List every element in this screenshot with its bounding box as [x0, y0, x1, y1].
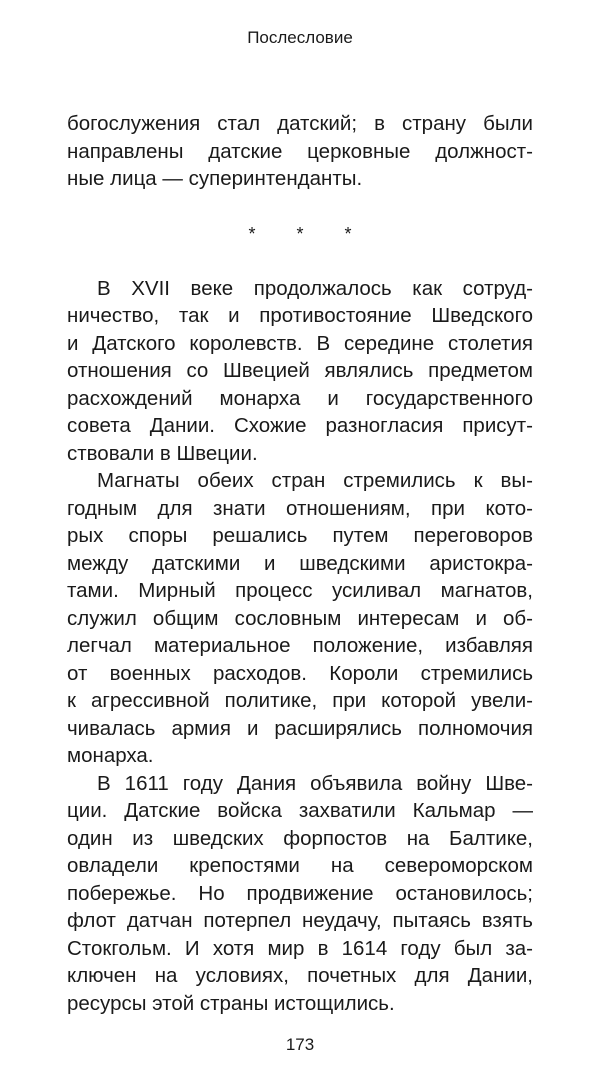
text-line: ничество, так и противостояние Шведского	[67, 304, 533, 327]
section-separator: * * *	[248, 223, 370, 244]
text-line: легчал материальное положение, избавляя	[67, 634, 533, 657]
text-line: направлены датские церковные должност-	[67, 139, 533, 163]
paragraph	[67, 770, 533, 1018]
running-header: Послесловие	[247, 28, 353, 47]
text-line: побережье. Но продвижение остановилось;	[67, 881, 533, 905]
text-line: расхождений монарха и государственного	[67, 386, 533, 410]
page-body	[67, 110, 533, 1017]
text-line: ствовали в Швеции.	[67, 441, 258, 465]
text-line: отношения со Швецией являлись предметом	[67, 359, 533, 382]
text-line: совета Дании. Схожие разногласия присут-	[67, 414, 533, 437]
text-line: один из шведских форпостов на Балтике,	[67, 826, 533, 850]
text-line: Стокгольм. И хотя мир в 1614 году был за-	[67, 936, 533, 960]
text-line: богослужения стал датский; в страну были	[67, 112, 533, 135]
text-line: В XVII веке продолжалось как сотруд-	[97, 276, 533, 300]
text-line: тами. Мирный процесс усиливал магнатов,	[67, 579, 533, 602]
text-line: от военных расходов. Короли стремились	[67, 661, 533, 685]
text-line: монарха.	[67, 744, 154, 767]
text-line: В 1611 году Дания объявила войну Шве-	[97, 771, 533, 795]
text-line: овладели крепостями на североморском	[67, 854, 533, 877]
text-line: служил общим сословным интересам и об-	[67, 606, 533, 630]
text-line: рых споры решались путем переговоров	[67, 524, 533, 547]
text-line: годным для знати отношениям, при кото-	[67, 496, 533, 520]
text-line: ресурсы этой страны истощились.	[67, 991, 395, 1015]
text-line: ции. Датские войска захватили Кальмар —	[67, 799, 533, 822]
text-line: и Датского королевств. В середине столетия	[67, 331, 533, 355]
text-line: между датскими и шведскими аристокра-	[67, 551, 533, 575]
paragraph	[67, 110, 533, 193]
text-line: чивалась армия и расширялись полномочия	[67, 716, 533, 740]
text-line: флот датчан потерпел неудачу, пытаясь взять	[67, 909, 533, 932]
text-line: ные лица — суперинтенданты.	[67, 167, 363, 190]
text-line: ключен на условиях, почетных для Дании,	[67, 964, 533, 987]
text-line: к агрессивной политике, при которой увели-	[67, 689, 533, 712]
paragraph	[67, 467, 533, 770]
page-number: 173	[285, 1035, 315, 1054]
paragraph	[67, 275, 533, 468]
text-line: Магнаты обеих стран стремились к вы-	[97, 469, 533, 492]
